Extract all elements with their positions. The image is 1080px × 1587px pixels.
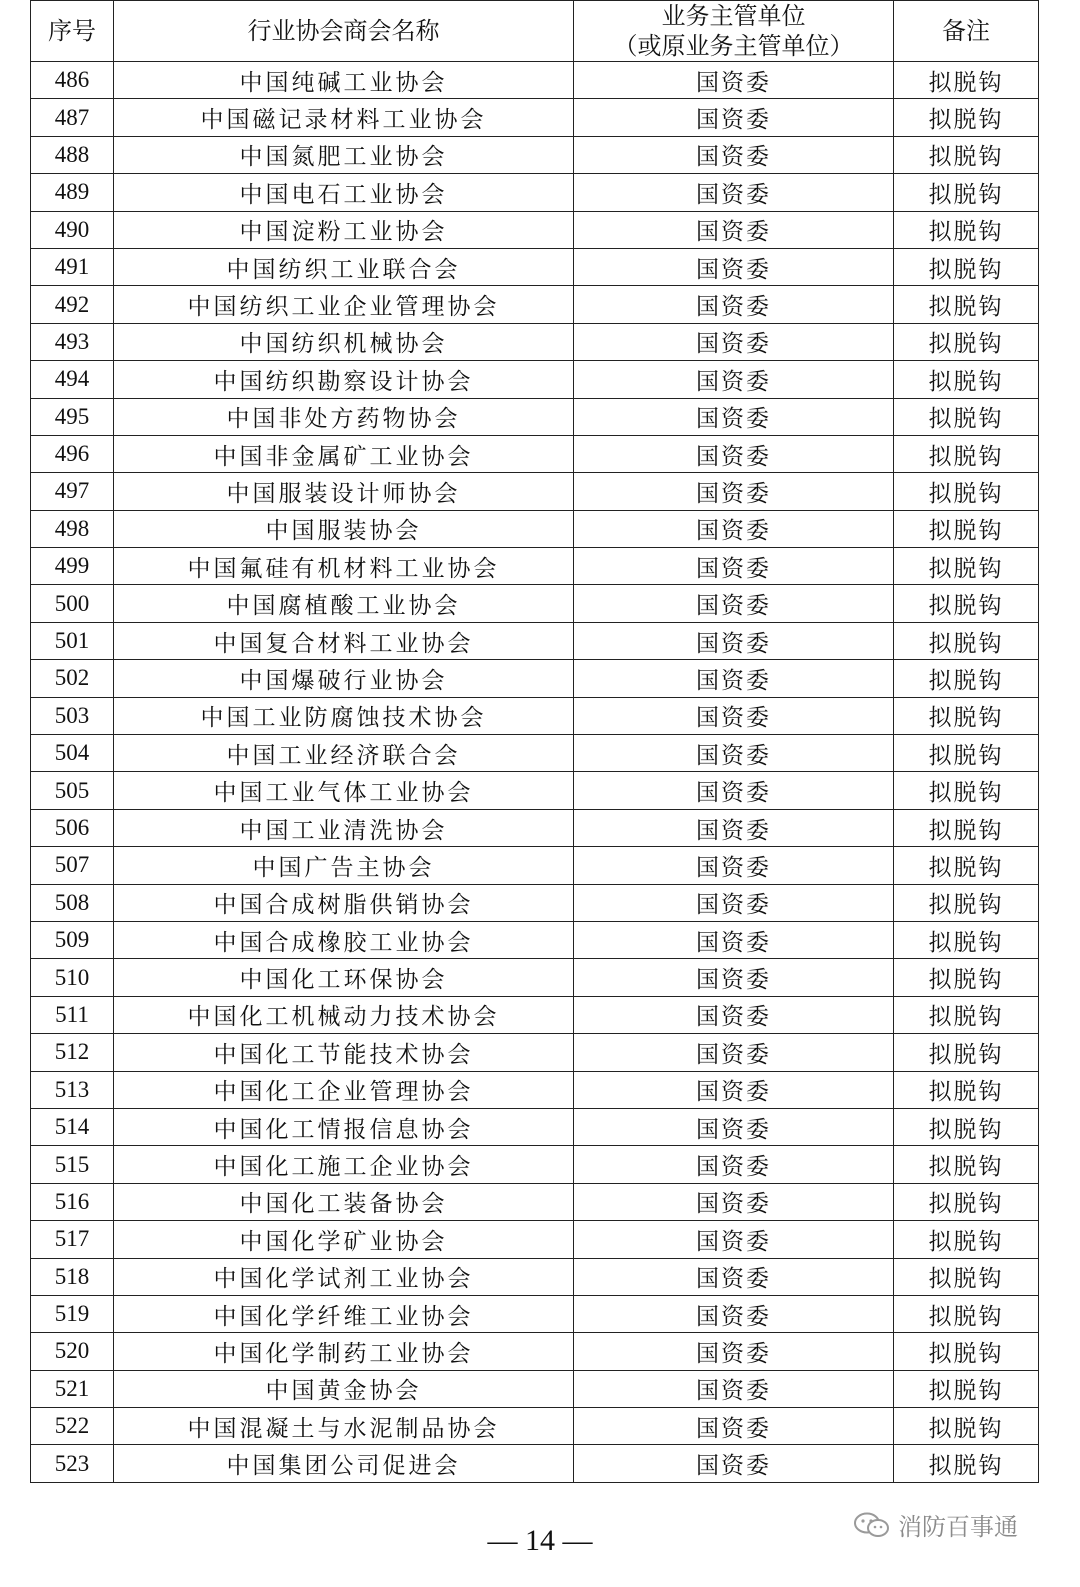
- row-note: 拟脱钩: [894, 809, 1039, 846]
- row-note: 拟脱钩: [894, 1034, 1039, 1071]
- row-name: 中国化工情报信息协会: [114, 1108, 574, 1145]
- row-dept: 国资委: [574, 884, 894, 921]
- table-row: [31, 1408, 1039, 1445]
- table-row: [31, 1221, 1039, 1258]
- row-dept: 国资委: [574, 136, 894, 173]
- watermark-text: 消防百事通: [898, 1513, 1018, 1541]
- row-name: 中国化工企业管理协会: [114, 1071, 574, 1108]
- row-no: 522: [31, 1408, 114, 1445]
- row-name: 中国爆破行业协会: [114, 660, 574, 697]
- table-row: [31, 286, 1039, 323]
- row-dept: 国资委: [574, 809, 894, 846]
- row-no: 511: [31, 996, 114, 1033]
- row-dept: 国资委: [574, 959, 894, 996]
- row-note: 拟脱钩: [894, 697, 1039, 734]
- row-no: 516: [31, 1183, 114, 1220]
- table-header: [31, 1, 1039, 62]
- row-no: 503: [31, 697, 114, 734]
- row-note: 拟脱钩: [894, 99, 1039, 136]
- row-note: 拟脱钩: [894, 1408, 1039, 1445]
- row-name: 中国复合材料工业协会: [114, 622, 574, 659]
- row-note: 拟脱钩: [894, 996, 1039, 1033]
- row-dept: 国资委: [574, 1108, 894, 1145]
- table-row: [31, 435, 1039, 472]
- row-dept: 国资委: [574, 248, 894, 285]
- row-no: 515: [31, 1146, 114, 1183]
- row-dept: 国资委: [574, 286, 894, 323]
- row-dept: 国资委: [574, 697, 894, 734]
- row-dept: 国资委: [574, 660, 894, 697]
- table-row: [31, 398, 1039, 435]
- row-no: 490: [31, 211, 114, 248]
- row-name: 中国化工施工企业协会: [114, 1146, 574, 1183]
- row-no: 495: [31, 398, 114, 435]
- row-name: 中国混凝土与水泥制品协会: [114, 1408, 574, 1445]
- row-name: 中国纺织勘察设计协会: [114, 361, 574, 398]
- header-dept: [574, 1, 894, 62]
- row-note: 拟脱钩: [894, 435, 1039, 472]
- row-name: 中国合成橡胶工业协会: [114, 921, 574, 958]
- row-note: 拟脱钩: [894, 136, 1039, 173]
- row-no: 491: [31, 248, 114, 285]
- table-row: [31, 1108, 1039, 1145]
- row-no: 509: [31, 921, 114, 958]
- table-row: [31, 323, 1039, 360]
- row-name: 中国非处方药物协会: [114, 398, 574, 435]
- table-row: [31, 136, 1039, 173]
- row-note: 拟脱钩: [894, 585, 1039, 622]
- row-name: 中国工业清洗协会: [114, 809, 574, 846]
- row-no: 505: [31, 772, 114, 809]
- row-no: 500: [31, 585, 114, 622]
- row-name: 中国化工环保协会: [114, 959, 574, 996]
- row-no: 519: [31, 1295, 114, 1332]
- row-no: 494: [31, 361, 114, 398]
- table-row: [31, 735, 1039, 772]
- row-name: 中国服装协会: [114, 510, 574, 547]
- row-no: 510: [31, 959, 114, 996]
- row-name: 中国纺织机械协会: [114, 323, 574, 360]
- row-name: 中国工业防腐蚀技术协会: [114, 697, 574, 734]
- row-name: 中国集团公司促进会: [114, 1445, 574, 1482]
- row-note: 拟脱钩: [894, 248, 1039, 285]
- row-no: 512: [31, 1034, 114, 1071]
- row-note: 拟脱钩: [894, 174, 1039, 211]
- row-name: 中国合成树脂供销协会: [114, 884, 574, 921]
- row-no: 493: [31, 323, 114, 360]
- row-dept: 国资委: [574, 62, 894, 99]
- row-dept: 国资委: [574, 211, 894, 248]
- row-dept: 国资委: [574, 1034, 894, 1071]
- row-note: 拟脱钩: [894, 1146, 1039, 1183]
- row-dept: 国资委: [574, 435, 894, 472]
- row-note: 拟脱钩: [894, 1445, 1039, 1482]
- header-row: [31, 1, 1039, 62]
- table-row: [31, 660, 1039, 697]
- row-name: 中国电石工业协会: [114, 174, 574, 211]
- association-table: [30, 0, 1039, 1483]
- row-name: 中国纯碱工业协会: [114, 62, 574, 99]
- row-dept: 国资委: [574, 323, 894, 360]
- table-row: [31, 1445, 1039, 1482]
- row-no: 489: [31, 174, 114, 211]
- row-note: 拟脱钩: [894, 548, 1039, 585]
- row-note: 拟脱钩: [894, 510, 1039, 547]
- row-dept: 国资委: [574, 1333, 894, 1370]
- row-name: 中国工业气体工业协会: [114, 772, 574, 809]
- row-dept: 国资委: [574, 1408, 894, 1445]
- row-dept: 国资委: [574, 1183, 894, 1220]
- row-no: 507: [31, 847, 114, 884]
- row-name: 中国化学矿业协会: [114, 1221, 574, 1258]
- row-note: 拟脱钩: [894, 1370, 1039, 1407]
- row-dept: 国资委: [574, 1146, 894, 1183]
- table-row: [31, 473, 1039, 510]
- table-row: [31, 585, 1039, 622]
- table-row: [31, 1071, 1039, 1108]
- row-no: 501: [31, 622, 114, 659]
- row-name: 中国氟硅有机材料工业协会: [114, 548, 574, 585]
- table-row: [31, 697, 1039, 734]
- header-name: 行业协会商会名称: [114, 1, 574, 62]
- table-row: [31, 996, 1039, 1033]
- table-row: [31, 1295, 1039, 1332]
- row-name: 中国服装设计师协会: [114, 473, 574, 510]
- row-no: 506: [31, 809, 114, 846]
- row-dept: 国资委: [574, 548, 894, 585]
- header-dept-line1: 业务主管单位: [661, 2, 806, 30]
- row-note: 拟脱钩: [894, 772, 1039, 809]
- row-name: 中国广告主协会: [114, 847, 574, 884]
- row-name: 中国纺织工业企业管理协会: [114, 286, 574, 323]
- header-dept-line2: （或原业务主管单位）: [613, 32, 854, 60]
- row-no: 499: [31, 548, 114, 585]
- table-row: [31, 62, 1039, 99]
- page-number: — 14 —: [487, 1524, 593, 1557]
- row-name: 中国化学纤维工业协会: [114, 1295, 574, 1332]
- row-dept: 国资委: [574, 174, 894, 211]
- row-no: 502: [31, 660, 114, 697]
- table-row: [31, 211, 1039, 248]
- row-dept: 国资委: [574, 1370, 894, 1407]
- row-no: 496: [31, 435, 114, 472]
- row-name: 中国腐植酸工业协会: [114, 585, 574, 622]
- row-note: 拟脱钩: [894, 62, 1039, 99]
- table-body: [31, 62, 1039, 1483]
- row-note: 拟脱钩: [894, 361, 1039, 398]
- row-no: 514: [31, 1108, 114, 1145]
- row-dept: 国资委: [574, 1445, 894, 1482]
- row-name: 中国氮肥工业协会: [114, 136, 574, 173]
- table-row: [31, 884, 1039, 921]
- row-note: 拟脱钩: [894, 1183, 1039, 1220]
- row-dept: 国资委: [574, 735, 894, 772]
- row-note: 拟脱钩: [894, 884, 1039, 921]
- row-note: 拟脱钩: [894, 398, 1039, 435]
- row-dept: 国资委: [574, 1258, 894, 1295]
- row-note: 拟脱钩: [894, 1258, 1039, 1295]
- table-row: [31, 99, 1039, 136]
- row-dept: 国资委: [574, 996, 894, 1033]
- row-name: 中国纺织工业联合会: [114, 248, 574, 285]
- table-row: [31, 1370, 1039, 1407]
- row-dept: 国资委: [574, 1071, 894, 1108]
- row-no: 487: [31, 99, 114, 136]
- row-dept: 国资委: [574, 473, 894, 510]
- row-no: 508: [31, 884, 114, 921]
- row-no: 488: [31, 136, 114, 173]
- row-no: 504: [31, 735, 114, 772]
- wechat-icon: [852, 1511, 892, 1539]
- row-name: 中国化学制药工业协会: [114, 1333, 574, 1370]
- row-no: 517: [31, 1221, 114, 1258]
- row-name: 中国非金属矿工业协会: [114, 435, 574, 472]
- table-row: [31, 510, 1039, 547]
- table-row: [31, 847, 1039, 884]
- table-row: [31, 248, 1039, 285]
- row-name: 中国化工装备协会: [114, 1183, 574, 1220]
- row-no: 523: [31, 1445, 114, 1482]
- header-note: 备注: [894, 1, 1039, 62]
- row-note: 拟脱钩: [894, 847, 1039, 884]
- row-dept: 国资委: [574, 772, 894, 809]
- table-row: [31, 809, 1039, 846]
- row-no: 497: [31, 473, 114, 510]
- row-no: 498: [31, 510, 114, 547]
- table-row: [31, 1258, 1039, 1295]
- table-row: [31, 174, 1039, 211]
- row-name: 中国化工机械动力技术协会: [114, 996, 574, 1033]
- row-note: 拟脱钩: [894, 921, 1039, 958]
- row-dept: 国资委: [574, 398, 894, 435]
- row-dept: 国资委: [574, 1295, 894, 1332]
- row-no: 518: [31, 1258, 114, 1295]
- row-name: 中国化工节能技术协会: [114, 1034, 574, 1071]
- table-row: [31, 1034, 1039, 1071]
- row-note: 拟脱钩: [894, 323, 1039, 360]
- row-note: 拟脱钩: [894, 959, 1039, 996]
- row-dept: 国资委: [574, 921, 894, 958]
- row-no: 513: [31, 1071, 114, 1108]
- row-no: 520: [31, 1333, 114, 1370]
- row-name: 中国化学试剂工业协会: [114, 1258, 574, 1295]
- row-note: 拟脱钩: [894, 1221, 1039, 1258]
- row-note: 拟脱钩: [894, 286, 1039, 323]
- row-name: 中国黄金协会: [114, 1370, 574, 1407]
- table-row: [31, 548, 1039, 585]
- row-name: 中国工业经济联合会: [114, 735, 574, 772]
- row-note: 拟脱钩: [894, 1295, 1039, 1332]
- row-dept: 国资委: [574, 361, 894, 398]
- table-row: [31, 1333, 1039, 1370]
- row-name: 中国淀粉工业协会: [114, 211, 574, 248]
- table-row: [31, 772, 1039, 809]
- row-dept: 国资委: [574, 1221, 894, 1258]
- row-note: 拟脱钩: [894, 473, 1039, 510]
- row-dept: 国资委: [574, 847, 894, 884]
- table-row: [31, 1183, 1039, 1220]
- row-dept: 国资委: [574, 510, 894, 547]
- row-no: 486: [31, 62, 114, 99]
- table-row: [31, 361, 1039, 398]
- row-dept: 国资委: [574, 585, 894, 622]
- header-no: 序号: [31, 1, 114, 62]
- watermark: [852, 1507, 1018, 1542]
- row-dept: 国资委: [574, 622, 894, 659]
- row-name: 中国磁记录材料工业协会: [114, 99, 574, 136]
- table-row: [31, 622, 1039, 659]
- row-note: 拟脱钩: [894, 622, 1039, 659]
- row-no: 492: [31, 286, 114, 323]
- row-no: 521: [31, 1370, 114, 1407]
- row-note: 拟脱钩: [894, 211, 1039, 248]
- association-table-container: [30, 0, 1038, 1483]
- row-note: 拟脱钩: [894, 660, 1039, 697]
- table-row: [31, 959, 1039, 996]
- row-note: 拟脱钩: [894, 1333, 1039, 1370]
- row-note: 拟脱钩: [894, 735, 1039, 772]
- row-note: 拟脱钩: [894, 1108, 1039, 1145]
- row-dept: 国资委: [574, 99, 894, 136]
- table-row: [31, 1146, 1039, 1183]
- row-note: 拟脱钩: [894, 1071, 1039, 1108]
- table-row: [31, 921, 1039, 958]
